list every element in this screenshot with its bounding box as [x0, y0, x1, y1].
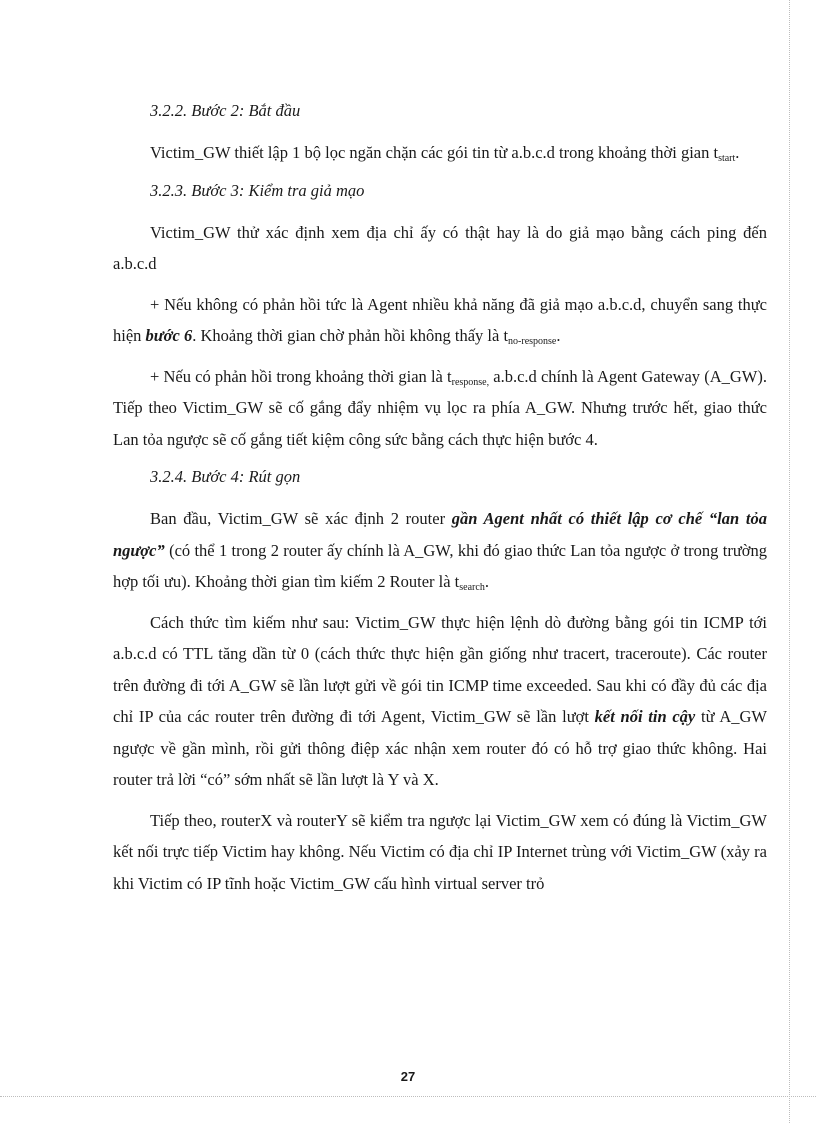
bold-step-6: bước 6: [145, 326, 193, 345]
subscript-response: response,: [451, 376, 490, 388]
page-number: 27: [400, 1069, 416, 1084]
paragraph-ping-check: Victim_GW thử xác định xem địa chỉ ấy có thật hay là do giả mạo bằng cách ping đến a.b.c.d: [113, 222, 767, 273]
subscript-start: start: [718, 153, 736, 164]
section-heading-3-2-3: 3.2.3. Bước 3: Kiểm tra giả mạo: [150, 180, 365, 200]
paragraph-no-response: + Nếu không có phản hồi tức là Agent nhiều khả năng đã giả mạo a.b.c.d, chuyển sang thực hiện bước 6. Khoảng thời gian chờ phản hồi không thấy là $t_{no-response}$.: [113, 294, 767, 347]
paragraph-reverse-check: Tiếp theo, routerX và routerY sẽ kiểm tra ngược lại Victim_GW xem có đúng là Victim_GW kết nối trực tiếp Victim hay không. Nếu Victim có địa chỉ IP Internet trùng với Victim_GW (xảy ra khi Victim có IP tĩnh hoặc Victim_GW cấu hình virtual server trỏ: [113, 810, 767, 893]
section-heading-3-2-2: 3.2.2. Bước 2: Bắt đầu: [150, 101, 301, 120]
paragraph-filter-setup: Victim_GW thiết lập 1 bộ lọc ngăn chặn các gói tin từ a.b.c.d trong khoảng thời gian $t_{start}$.: [150, 143, 740, 164]
paragraph-router-detection: Ban đầu, Victim_GW sẽ xác định 2 router gần Agent nhất có thiết lập cơ chế “lan tỏa ngược” (có thể 1 trong 2 router ấy chính là A_GW, khi đó giao thức Lan tỏa ngược ở trong trường hợp tối ưu). Khoảng thời gian tìm kiếm 2 Router là $t_{search}$.: [113, 509, 767, 593]
paragraph-search-method: Cách thức tìm kiếm như sau: Victim_GW thực hiện lệnh dò đường bằng gói tin ICMP tới a.b.c.d có TTL tăng dần từ 0 (cách thức thực hiện gần giống như tracert, traceroute). Các router trên đường đi tới A_GW sẽ lần lượt gửi về gói tin ICMP time exceeded. Sau khi có đầy đủ các địa chỉ IP của các router trên đường đi tới Agent, Victim_GW sẽ lần lượt kết nối tin cậy từ A_GW ngược về gần mình, rồi gửi thông điệp xác nhận xem router đó có hỗ trợ giao thức không. Hai router trả lời “có” sớm nhất sẽ lần lượt là Y và X.: [113, 612, 767, 789]
bold-reliable-connection: kết nối tin cậy: [594, 707, 696, 726]
paragraph-response: + Nếu có phản hồi trong khoảng thời gian là $t_{response,}$ a.b.c.d chính là Agent Gateway (A_GW). Tiếp theo Victim_GW sẽ cố gắng đẩy nhiệm vụ lọc ra phía A_GW. Nhưng trước hết, giao thức Lan tỏa ngược sẽ cố gắng tiết kiệm công sức bằng cách thực hiện bước 4.: [113, 366, 767, 449]
page-content: [113, 98, 767, 899]
section-heading-3-2-4: 3.2.4. Bước 4: Rút gọn: [150, 467, 301, 486]
subscript-no-response: no-response: [508, 336, 557, 347]
page-border-bottom: [0, 1096, 816, 1097]
bold-nearest-routers: gần Agent nhất có thiết lập cơ chế “lan tỏa ngược”: [113, 509, 767, 560]
subscript-search: search: [459, 582, 485, 593]
page-border-right: [789, 0, 790, 1123]
